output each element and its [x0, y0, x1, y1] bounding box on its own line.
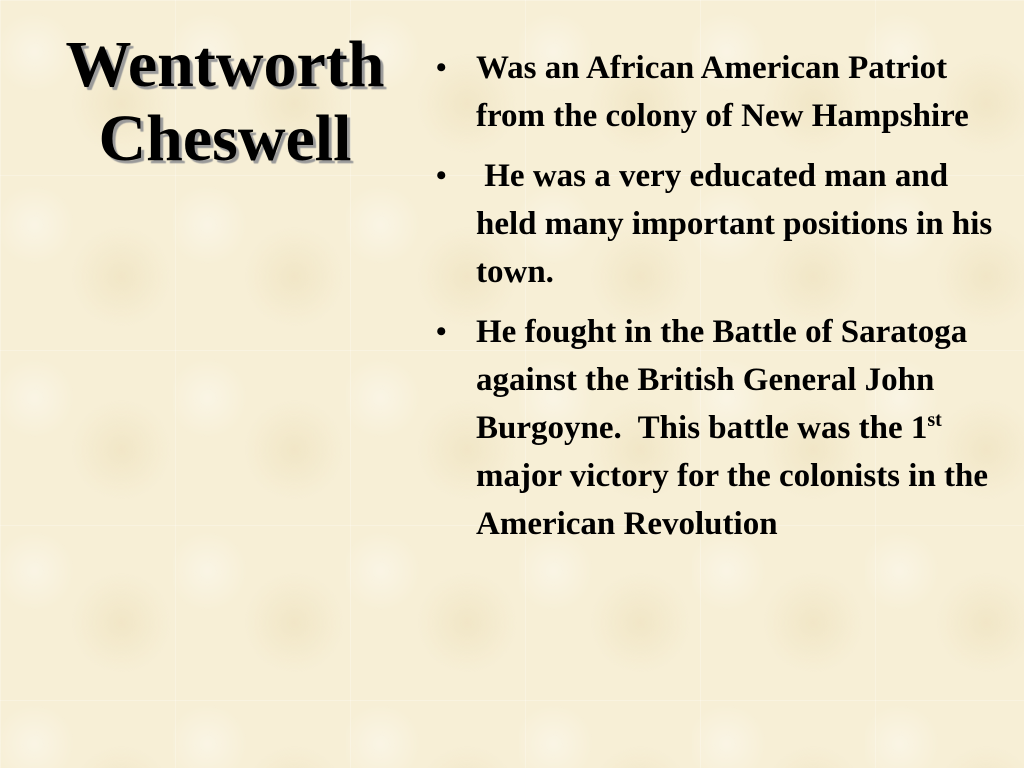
bullet-text-3-part-1: He fought in the Battle of Saratoga against the British General John Burgoyne. This battle was the 1 [476, 314, 976, 446]
bullet-text-1: Was an African American Patriot from the colony of New Hampshire [476, 50, 969, 134]
slide-title [20, 28, 430, 176]
bullet-text-3 [476, 308, 1012, 548]
bullet-dot-icon: • [436, 51, 447, 84]
bullet-dot-icon: • [436, 315, 447, 348]
ordinal-superscript: st [927, 409, 942, 431]
bullet-item-3 [432, 308, 1012, 548]
bullet-item-2 [432, 152, 1012, 296]
bullet-text-2: He was a very educated man and held many important positions in his town. [476, 158, 1001, 290]
bullet-dot-icon: • [436, 159, 447, 192]
bullet-item-1 [432, 44, 1012, 140]
bullet-text-3-part-2: major victory for the colonists in the American Revolution [476, 410, 995, 542]
title-line-1: Wentworth [65, 28, 385, 101]
bullet-list [432, 44, 1012, 548]
content-area [432, 44, 1012, 560]
title-line-2: Cheswell [98, 102, 352, 175]
